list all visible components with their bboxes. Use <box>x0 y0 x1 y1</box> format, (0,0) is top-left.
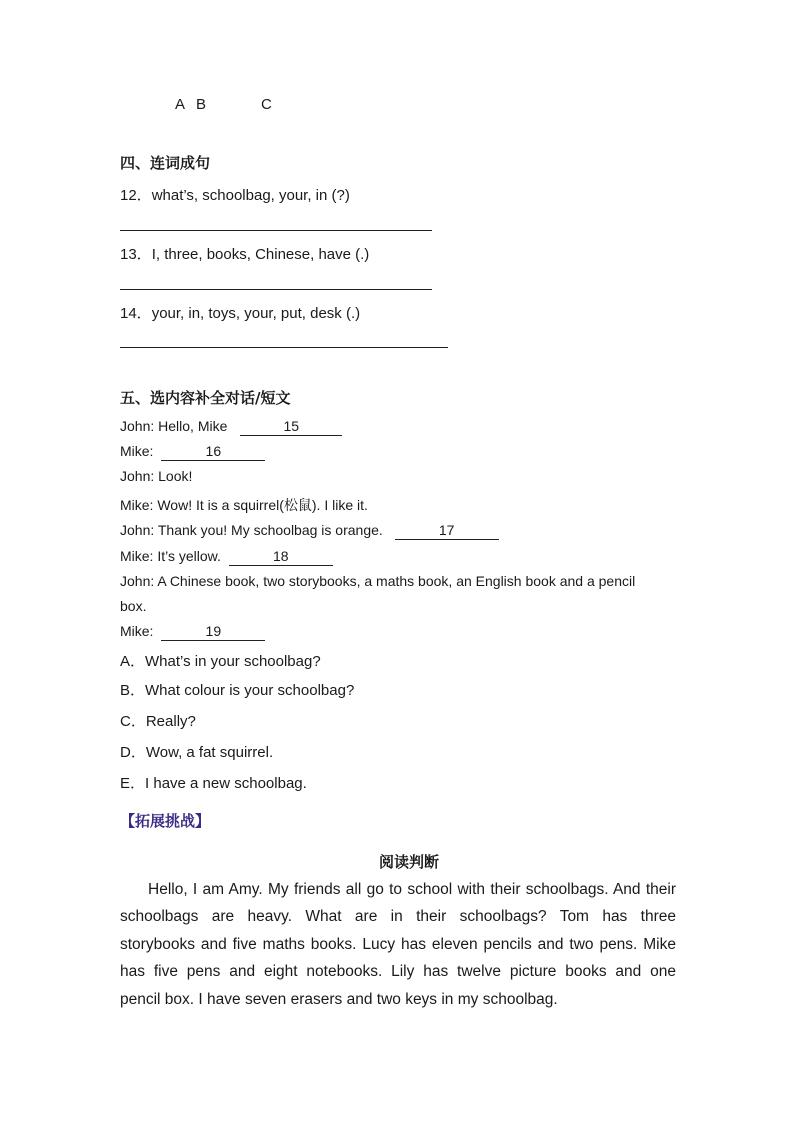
choice-label: A． <box>120 653 146 670</box>
paragraph-line: pencil box. I have seven erasers and two keys in my schoolbag. <box>120 990 558 1008</box>
choice-label: B． <box>120 682 146 699</box>
choice-text: I have a new schoolbag. <box>145 775 307 792</box>
option-label-b: B <box>196 96 207 113</box>
choice-a <box>120 650 321 671</box>
choice-text: Really? <box>145 713 196 730</box>
choice-text: What colour is your schoolbag? <box>145 682 355 699</box>
choice-e <box>120 772 307 793</box>
dialogue-line-9 <box>120 623 265 641</box>
dialogue-line-7: John: A Chinese book, two storybooks, a maths book, an English book and a pencil <box>120 573 636 589</box>
blank-18[interactable]: 18 <box>229 548 333 566</box>
answer-line-14[interactable] <box>120 347 448 348</box>
paragraph-line: schoolbags are heavy. What are in their schoolbags? Tom has three <box>120 908 676 926</box>
dialogue-line-6 <box>120 548 333 566</box>
dialogue-line-4: Mike: Wow! It is a squirrel(松鼠). I like it. <box>120 497 368 513</box>
dialogue-line-2 <box>120 443 265 461</box>
choice-text: Wow, a fat squirrel. <box>145 744 274 761</box>
dialogue-text: John: Hello, Mike <box>120 418 228 434</box>
choice-c <box>120 710 196 731</box>
dialogue-line-8: box. <box>120 598 147 614</box>
extension-challenge-label: 【拓展挑战】 <box>120 812 211 830</box>
question-number: 13． <box>120 246 152 263</box>
dialogue-text: John: Thank you! My schoolbag is orange. <box>120 522 383 538</box>
answer-line-13[interactable] <box>120 289 432 290</box>
choice-label: D． <box>120 744 146 761</box>
blank-19[interactable]: 19 <box>161 623 265 641</box>
question-12 <box>120 184 350 205</box>
choice-b <box>120 679 354 700</box>
dialogue-text: Mike: <box>120 623 154 639</box>
choice-label: E． <box>120 775 146 792</box>
option-label-c: C <box>261 96 272 113</box>
dialogue-text: Mike: <box>120 443 154 459</box>
blank-16[interactable]: 16 <box>161 443 265 461</box>
choice-label: C． <box>120 713 146 730</box>
blank-17[interactable]: 17 <box>395 522 499 540</box>
question-text: I, three, books, Chinese, have (.) <box>151 246 370 263</box>
question-text: what’s, schoolbag, your, in (?) <box>151 187 350 204</box>
question-14 <box>120 302 360 323</box>
paragraph-line: storybooks and five maths books. Lucy has eleven pencils and two pens. Mike <box>120 935 676 953</box>
blank-15[interactable]: 15 <box>240 418 342 436</box>
choice-text: What’s in your schoolbag? <box>145 653 321 670</box>
choice-d <box>120 741 273 762</box>
question-number: 14． <box>120 305 152 322</box>
dialogue-line-5 <box>120 522 499 540</box>
question-13 <box>120 243 369 264</box>
reading-paragraph <box>120 876 676 1013</box>
reading-title: 阅读判断 <box>379 853 440 871</box>
option-label-a: A <box>175 96 186 113</box>
answer-line-12[interactable] <box>120 230 432 231</box>
dialogue-line-1 <box>120 418 342 436</box>
dialogue-text: Mike: It’s yellow. <box>120 548 221 564</box>
paragraph-line: Hello, I am Amy. My friends all go to school with their schoolbags. And their <box>148 881 676 898</box>
section5-heading: 五、选内容补全对话/短文 <box>120 389 291 407</box>
question-text: your, in, toys, your, put, desk (.) <box>151 305 361 322</box>
section4-heading: 四、连词成句 <box>120 154 211 172</box>
dialogue-line-3: John: Look! <box>120 468 193 484</box>
question-number: 12． <box>120 187 152 204</box>
paragraph-line: has five pens and eight notebooks. Lily has twelve picture books and one <box>120 963 676 981</box>
